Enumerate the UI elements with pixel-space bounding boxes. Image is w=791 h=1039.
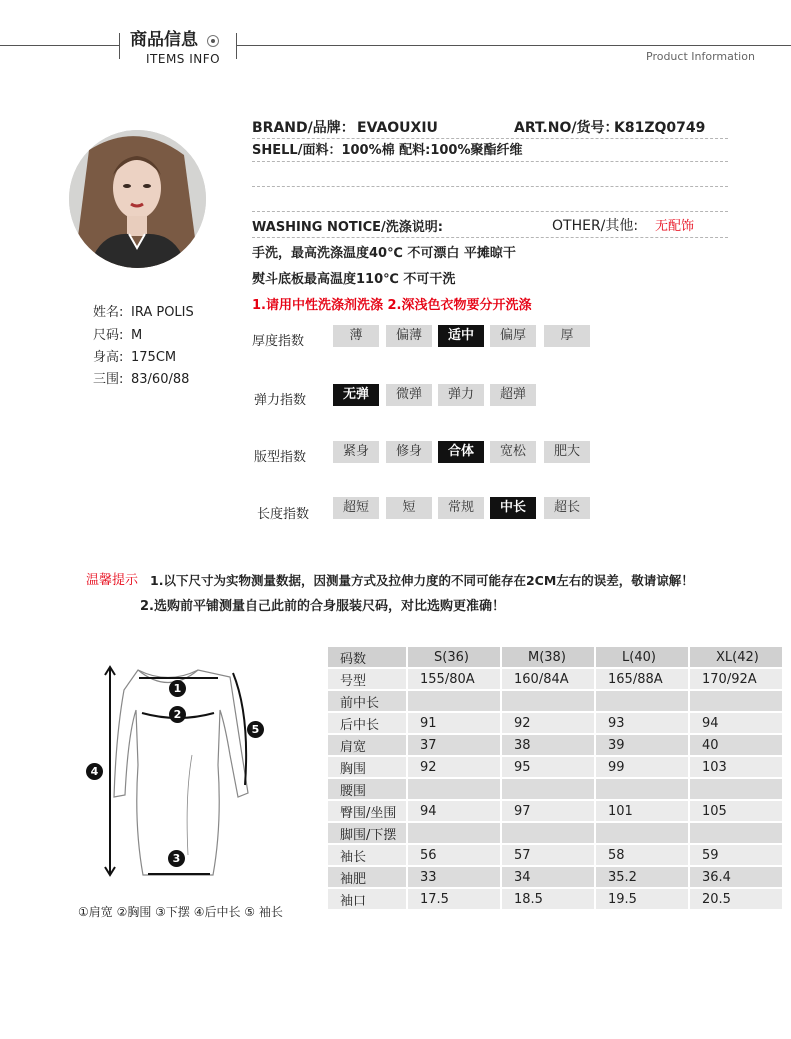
chip-short: 短 bbox=[386, 497, 432, 519]
table-cell: 后中长 bbox=[328, 713, 406, 733]
table-cell bbox=[690, 779, 782, 799]
table-cell: 95 bbox=[502, 757, 594, 777]
other-label: OTHER/其他: bbox=[552, 218, 639, 234]
table-cell: 91 bbox=[408, 713, 500, 733]
table-cell: 97 bbox=[502, 801, 594, 821]
table-cell: 肩宽 bbox=[328, 735, 406, 755]
art-label: ART.NO/货号： bbox=[514, 120, 619, 136]
table-header-cell: L(40) bbox=[596, 647, 688, 667]
index-label: 版型指数 bbox=[254, 450, 307, 465]
model-portrait bbox=[69, 130, 206, 268]
table-cell: 40 bbox=[690, 735, 782, 755]
chip-slightly-thick: 偏厚 bbox=[490, 325, 536, 347]
header-subtitle: Product Information bbox=[646, 50, 755, 63]
washing-label: WASHING NOTICE/洗涤说明: bbox=[252, 220, 443, 235]
table-cell: 92 bbox=[502, 713, 594, 733]
table-cell: 脚围/下摆 bbox=[328, 823, 406, 843]
chip-stretch: 弹力 bbox=[438, 384, 484, 406]
table-row bbox=[328, 713, 782, 733]
table-cell: 155/80A bbox=[408, 669, 500, 689]
table-cell: 94 bbox=[408, 801, 500, 821]
table-row bbox=[328, 845, 782, 865]
wash-instruction-2: 熨斗底板最高温度110℃ 不可干洗 bbox=[252, 272, 456, 287]
table-cell: 袖口 bbox=[328, 889, 406, 909]
table-cell: 101 bbox=[596, 801, 688, 821]
table-cell: 39 bbox=[596, 735, 688, 755]
tips-line-1: 1.以下尺寸为实物测量数据，因测量方式及拉伸力度的不同可能存在2CM左右的误差，敬请谅解！ bbox=[150, 573, 694, 588]
art-value: K81ZQ0749 bbox=[614, 120, 706, 136]
table-cell: 33 bbox=[408, 867, 500, 887]
table-cell bbox=[596, 823, 688, 843]
table-cell: 34 bbox=[502, 867, 594, 887]
chip-slim: 修身 bbox=[386, 441, 432, 463]
size-table bbox=[326, 645, 784, 911]
chip-no-stretch-selected: 无弹 bbox=[333, 384, 379, 406]
model-height-label: 身高: bbox=[93, 350, 124, 365]
chip-regular-selected: 合体 bbox=[438, 441, 484, 463]
table-cell: 93 bbox=[596, 713, 688, 733]
table-cell: 腰围 bbox=[328, 779, 406, 799]
table-cell: 臀围/坐围 bbox=[328, 801, 406, 821]
other-value: 无配饰 bbox=[655, 219, 695, 234]
chip-slight-stretch: 微弹 bbox=[386, 384, 432, 406]
divider bbox=[252, 211, 728, 212]
table-cell bbox=[596, 779, 688, 799]
table-cell bbox=[690, 691, 782, 711]
chip-loose: 宽松 bbox=[490, 441, 536, 463]
table-cell: 18.5 bbox=[502, 889, 594, 909]
table-row bbox=[328, 823, 782, 843]
section-title-cn: 商品信息 bbox=[130, 30, 198, 50]
table-cell: 19.5 bbox=[596, 889, 688, 909]
table-cell: 99 bbox=[596, 757, 688, 777]
model-name-label: 姓名: bbox=[93, 305, 124, 320]
table-row bbox=[328, 779, 782, 799]
header-rule-left bbox=[0, 45, 120, 46]
table-cell: 160/84A bbox=[502, 669, 594, 689]
table-cell: 94 bbox=[690, 713, 782, 733]
header-rule-right bbox=[236, 45, 791, 46]
table-cell: 165/88A bbox=[596, 669, 688, 689]
chip-oversized: 肥大 bbox=[544, 441, 590, 463]
table-cell: 170/92A bbox=[690, 669, 782, 689]
table-cell: 57 bbox=[502, 845, 594, 865]
table-cell: 92 bbox=[408, 757, 500, 777]
divider bbox=[252, 186, 728, 187]
table-header-cell: S(36) bbox=[408, 647, 500, 667]
chip-super-stretch: 超弹 bbox=[490, 384, 536, 406]
table-row bbox=[328, 889, 782, 909]
tips-line-2: 2.选购前平铺测量自己此前的合身服装尺码，对比选购更准确！ bbox=[140, 599, 505, 614]
table-cell: 36.4 bbox=[690, 867, 782, 887]
dress-measurement-diagram bbox=[80, 655, 300, 895]
table-cell: 103 bbox=[690, 757, 782, 777]
model-measurements-value: 83/60/88 bbox=[131, 372, 190, 387]
table-cell: 17.5 bbox=[408, 889, 500, 909]
table-cell: 号型 bbox=[328, 669, 406, 689]
chip-regular-length: 常规 bbox=[438, 497, 484, 519]
table-cell bbox=[502, 779, 594, 799]
marker-1: 1 bbox=[169, 680, 186, 697]
table-cell bbox=[408, 823, 500, 843]
marker-2: 2 bbox=[169, 706, 186, 723]
wash-instruction-1: 手洗，最高洗涤温度40℃ 不可漂白 平摊晾干 bbox=[252, 246, 516, 261]
table-row bbox=[328, 757, 782, 777]
chip-medium-selected: 适中 bbox=[438, 325, 484, 347]
table-row bbox=[328, 669, 782, 689]
shell-text: SHELL/面料：100%棉 配料:100%聚酯纤维 bbox=[252, 143, 523, 158]
table-cell: 胸围 bbox=[328, 757, 406, 777]
section-title-en: ITEMS INFO bbox=[146, 52, 221, 66]
table-cell bbox=[502, 823, 594, 843]
table-cell bbox=[596, 691, 688, 711]
table-cell bbox=[502, 691, 594, 711]
index-label: 厚度指数 bbox=[252, 334, 305, 349]
table-header-cell: XL(42) bbox=[690, 647, 782, 667]
index-label: 弹力指数 bbox=[254, 393, 307, 408]
header-bracket-right bbox=[236, 33, 237, 59]
table-cell: 59 bbox=[690, 845, 782, 865]
table-row bbox=[328, 691, 782, 711]
chip-thick: 厚 bbox=[544, 325, 590, 347]
table-cell: 58 bbox=[596, 845, 688, 865]
marker-5: 5 bbox=[247, 721, 264, 738]
table-cell: 37 bbox=[408, 735, 500, 755]
chip-tight: 紧身 bbox=[333, 441, 379, 463]
table-cell: 38 bbox=[502, 735, 594, 755]
diagram-caption: ①肩宽 ②胸围 ③下摆 ④后中长 ⑤ 袖长 bbox=[78, 905, 283, 919]
target-dot-icon bbox=[207, 35, 219, 47]
table-cell bbox=[690, 823, 782, 843]
model-size-value: M bbox=[131, 328, 143, 343]
divider bbox=[252, 237, 728, 238]
chip-extra-short: 超短 bbox=[333, 497, 379, 519]
chip-midi-selected: 中长 bbox=[490, 497, 536, 519]
table-row bbox=[328, 801, 782, 821]
divider bbox=[252, 161, 728, 162]
brand-value: EVAOUXIU bbox=[357, 120, 438, 136]
marker-4: 4 bbox=[86, 763, 103, 780]
table-cell: 35.2 bbox=[596, 867, 688, 887]
marker-3: 3 bbox=[168, 850, 185, 867]
table-cell bbox=[408, 779, 500, 799]
table-header-cell: M(38) bbox=[502, 647, 594, 667]
table-cell: 105 bbox=[690, 801, 782, 821]
model-name-value: IRA POLIS bbox=[131, 305, 194, 320]
chip-extra-long: 超长 bbox=[544, 497, 590, 519]
index-label: 长度指数 bbox=[257, 507, 310, 522]
table-header-row bbox=[328, 647, 782, 667]
brand-label: BRAND/品牌： bbox=[252, 120, 355, 136]
table-cell bbox=[408, 691, 500, 711]
table-row bbox=[328, 735, 782, 755]
wash-instruction-3: 1.请用中性洗涤剂洗涤 2.深浅色衣物要分开洗涤 bbox=[252, 298, 532, 313]
table-cell: 20.5 bbox=[690, 889, 782, 909]
header-bracket-left bbox=[119, 33, 120, 59]
table-cell: 56 bbox=[408, 845, 500, 865]
table-header-cell: 码数 bbox=[328, 647, 406, 667]
table-cell: 袖肥 bbox=[328, 867, 406, 887]
model-height-value: 175CM bbox=[131, 350, 177, 365]
divider bbox=[252, 138, 728, 139]
chip-slightly-thin: 偏薄 bbox=[386, 325, 432, 347]
tips-label: 温馨提示 bbox=[86, 573, 139, 588]
model-measurements-label: 三围: bbox=[93, 372, 124, 387]
chip-thin: 薄 bbox=[333, 325, 379, 347]
model-size-label: 尺码: bbox=[93, 328, 124, 343]
table-cell: 前中长 bbox=[328, 691, 406, 711]
table-row bbox=[328, 867, 782, 887]
table-cell: 袖长 bbox=[328, 845, 406, 865]
